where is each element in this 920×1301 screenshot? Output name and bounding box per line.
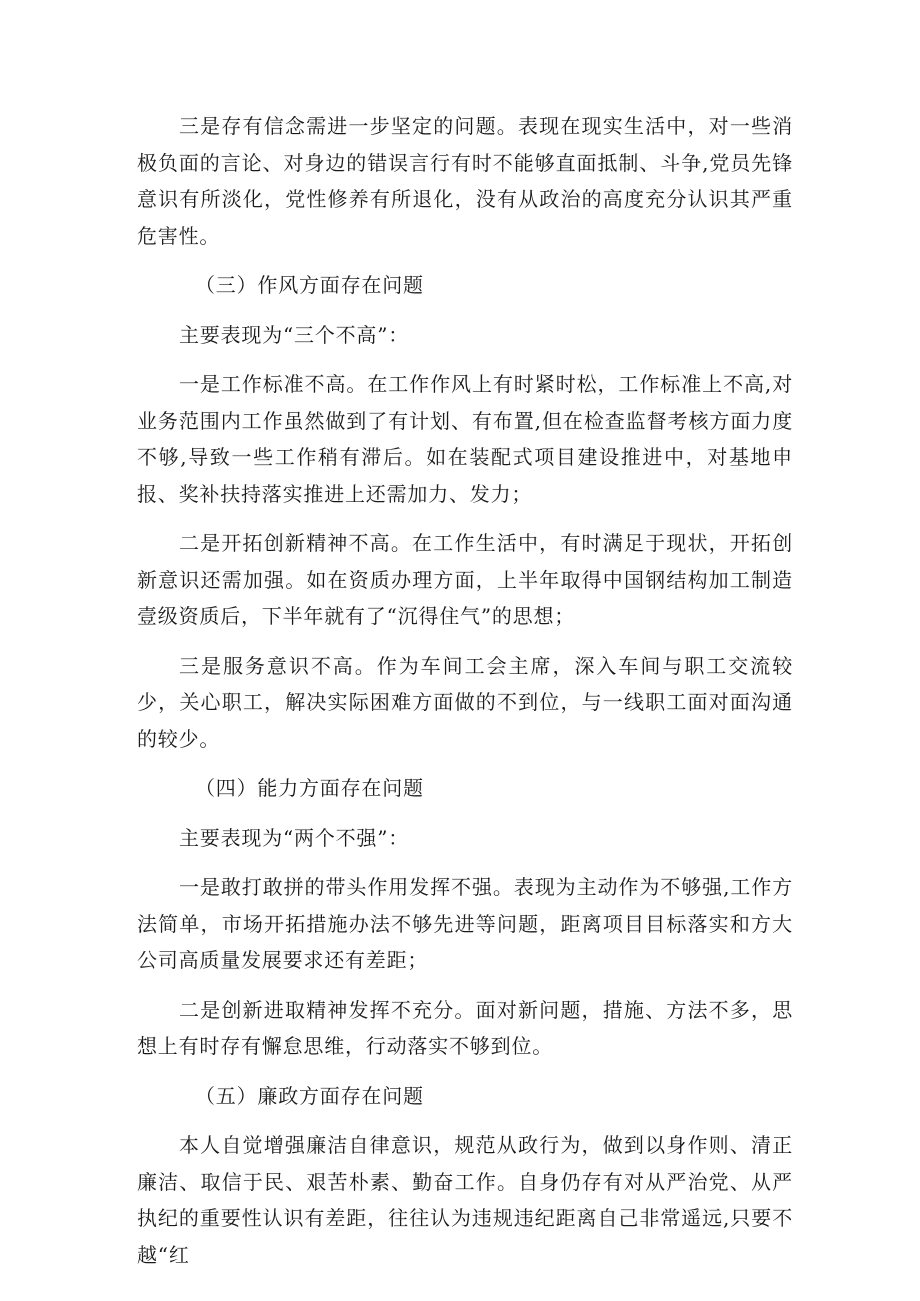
paragraph-belief-issue: 三是存有信念需进一步坚定的问题。表现在现实生活中，对一些消极负面的言论、对身边的错误言行有时不能够直面抵制、斗争,党员先锋意识有所淡化，党性修养有所退化，没有从政治的高度充分认识其严重危害性。	[137, 114, 793, 248]
document-body	[137, 108, 793, 1286]
paragraph-three-not-high: 主要表现为“三个不高”：	[179, 322, 410, 347]
section-heading-ability: （四）能力方面存在问题	[195, 776, 424, 800]
paragraph-leading-role: 一是敢打敢拼的带头作用发挥不强。表现为主动作为不够强,工作方法简单，市场开拓措施办法不够先进等问题，距离项目目标落实和方大公司高质量发展要求还有差距；	[137, 875, 793, 972]
section-heading-integrity: （五）廉政方面存在问题	[195, 1083, 424, 1108]
section-heading-work-style: （三）作风方面存在问题	[195, 273, 424, 297]
paragraph-two-not-strong: 主要表现为“两个不强”：	[179, 825, 410, 850]
paragraph-enterprising-spirit: 二是创新进取精神发挥不充分。面对新问题，措施、方法不多，思想上有时存有懈怠思维，行动落实不够到位。	[137, 997, 793, 1058]
paragraph-work-standard: 一是工作标准不高。在工作作风上有时紧时松，工作标准上不高,对业务范围内工作虽然做到了有计划、有布置,但在检查监督考核方面力度不够,导致一些工作稍有滞后。如在装配式项目建设推进中，对基地申报、奖补扶持落实推进上还需加力、发力；	[137, 372, 793, 506]
paragraph-innovation-spirit: 二是开拓创新精神不高。在工作生活中，有时满足于现状，开拓创新意识还需加强。如在资质办理方面，上半年取得中国钢结构加工制造壹级资质后，下半年就有了“沉得住气”的思想；	[137, 531, 793, 628]
paragraph-self-discipline: 本人自觉增强廉洁自律意识，规范从政行为，做到以身作则、清正廉洁、取信于民、艰苦朴素、勤奋工作。自身仍存有对从严治党、从严执纪的重要性认识有差距，往往认为违规违纪距离自己非常遥远,只要不越“红	[137, 1133, 793, 1267]
paragraph-service-awareness: 三是服务意识不高。作为车间工会主席，深入车间与职工交流较少，关心职工，解决实际困难方面做的不到位，与一线职工面对面沟通的较少。	[137, 653, 793, 751]
